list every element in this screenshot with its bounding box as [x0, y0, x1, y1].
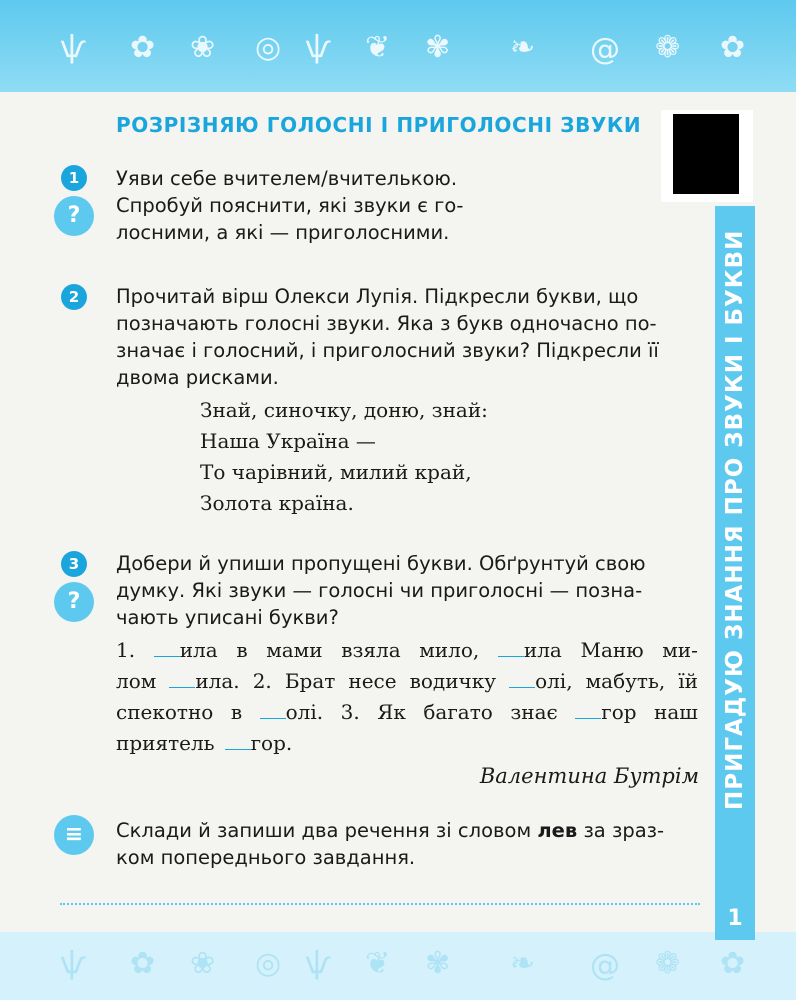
grass-icon: ѱ — [305, 946, 332, 981]
blank-input[interactable] — [260, 700, 286, 719]
task-2-text — [116, 283, 702, 391]
text-line: Склади й запиши два речення зі словом лев за зраз- — [116, 819, 665, 842]
blank-input[interactable] — [575, 700, 601, 719]
text-line: ком попереднього завдання. — [116, 846, 416, 869]
text-line: значає і голосний, і приголосний звуки? Підкресли її — [116, 339, 659, 362]
question-head-icon: ? — [54, 582, 94, 622]
page-number: 1 — [715, 900, 755, 940]
leaf-icon: ❦ — [365, 946, 391, 981]
text-line: лосними, а які — приголосними. — [116, 221, 450, 244]
flower-icon: ✿ — [720, 946, 746, 981]
grass-icon: ѱ — [60, 30, 87, 65]
text-line: Добери й упиши пропущені букви. Обґрунтуй свою — [116, 552, 646, 575]
flower-icon: ❀ — [190, 946, 216, 981]
sidebar-title: ПРИГАДУЮ ЗНАННЯ ПРО ЗВУКИ І БУКВИ — [722, 229, 748, 810]
flower-icon: ❁ — [655, 30, 681, 65]
poem-line: Наша Україна — — [200, 429, 376, 453]
exercise-line: приятель гор. — [116, 731, 293, 755]
flower-icon: ✾ — [425, 946, 451, 981]
snail-icon: @ — [590, 948, 620, 983]
task-number: 2 — [61, 284, 87, 310]
text-line: двома рисками. — [116, 366, 279, 389]
blank-input[interactable] — [498, 638, 524, 657]
text-line: думку. Які звуки — голосні чи приголосні — позна- — [116, 579, 643, 602]
blank-input[interactable] — [225, 731, 251, 750]
task-3-text — [116, 550, 702, 631]
poem-line: Знай, синочку, доню, знай: — [200, 398, 488, 422]
fill-in-exercise — [116, 635, 698, 759]
books-icon: ≡ — [54, 815, 94, 855]
leaf-icon: ❧ — [510, 30, 536, 65]
poem — [200, 395, 488, 519]
flower-icon: ✿ — [720, 30, 746, 65]
header-decor-band — [0, 0, 796, 92]
leaf-icon: ❦ — [365, 30, 391, 65]
grass-icon: ѱ — [305, 30, 332, 65]
task-1-text — [116, 165, 702, 246]
keyword: лев — [537, 819, 578, 842]
question-head-icon: ? — [54, 196, 94, 236]
snail-icon: @ — [590, 32, 620, 67]
blank-input[interactable] — [169, 669, 195, 688]
text-line: Уяви себе вчителем/вчителькою. — [116, 167, 458, 190]
footer-decor-band — [0, 932, 796, 1000]
text-line: Спробуй пояснити, які звуки є го- — [116, 194, 464, 217]
task-4-text — [116, 817, 702, 871]
poem-line: Золота країна. — [200, 491, 354, 515]
spiral-icon: ◎ — [255, 30, 282, 65]
flower-icon: ✾ — [425, 30, 451, 65]
poem-author: Валентина Бутрім — [479, 764, 699, 788]
flower-icon: ❀ — [190, 30, 216, 65]
task-number: 1 — [61, 165, 87, 191]
text-line: позначають голосні звуки. Яка з букв одночасно по- — [116, 312, 657, 335]
exercise-line: 1. ила в мами взяла мило, ила Маню ми- — [116, 638, 698, 662]
exercise-line: спекотно в олі. 3. Як багато знає гор наш — [116, 700, 698, 724]
poem-line: То чарівний, милий край, — [200, 460, 472, 484]
exercise-line: лом ила. 2. Брат несе водичку олі, мабуть, їй — [116, 669, 698, 693]
blank-input[interactable] — [509, 669, 535, 688]
leaf-icon: ❧ — [510, 946, 536, 981]
text-line: чають уписані букви? — [116, 606, 339, 629]
page-title: РОЗРІЗНЯЮ ГОЛОСНІ І ПРИГОЛОСНІ ЗВУКИ — [116, 113, 642, 137]
flower-icon: ✿ — [130, 946, 156, 981]
spiral-icon: ◎ — [255, 946, 282, 981]
grass-icon: ѱ — [60, 946, 87, 981]
text-line: Прочитай вірш Олекси Лупія. Підкресли букви, що — [116, 285, 639, 308]
flower-icon: ❁ — [655, 946, 681, 981]
task-number: 3 — [61, 551, 87, 577]
blank-input[interactable] — [154, 638, 180, 657]
answer-line[interactable] — [60, 903, 700, 905]
flower-icon: ✿ — [130, 30, 156, 65]
